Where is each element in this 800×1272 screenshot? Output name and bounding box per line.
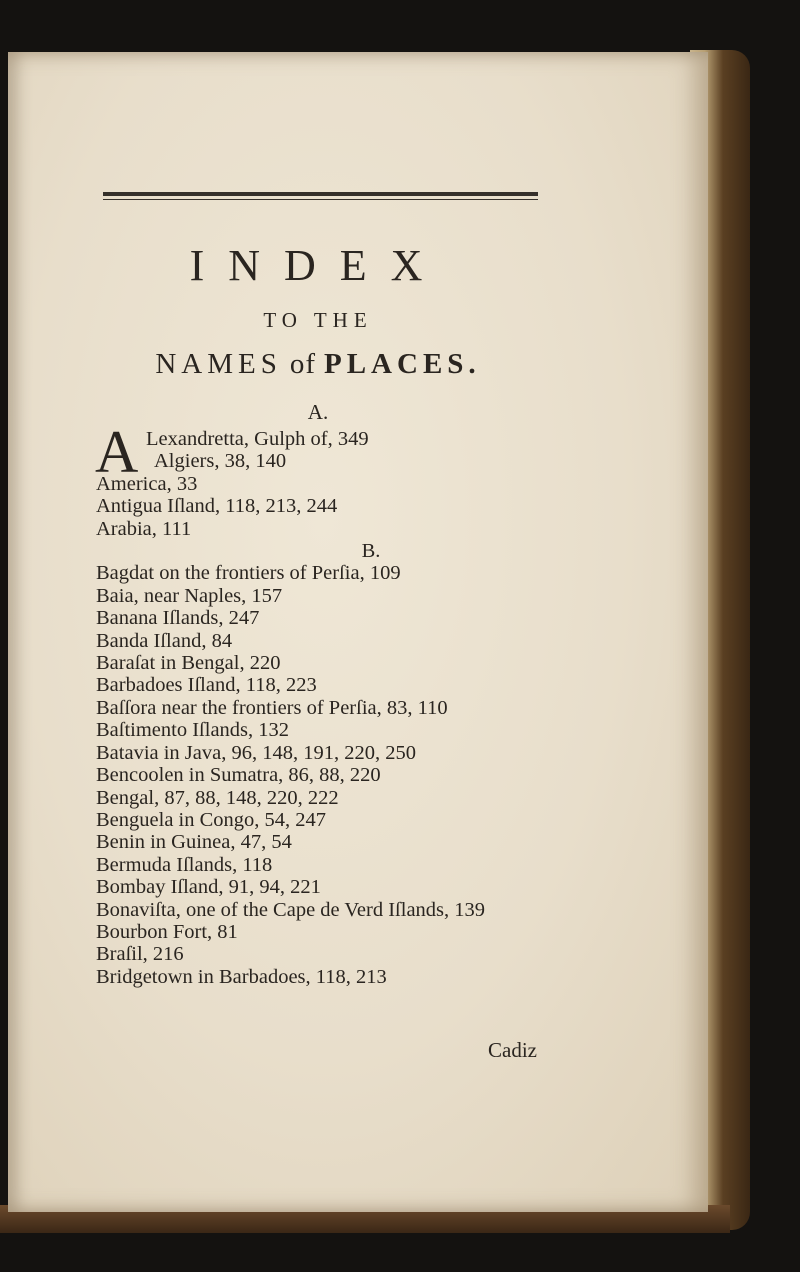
index-entry: Braſil, 216 bbox=[96, 943, 184, 966]
index-entry: Arabia, 111 bbox=[96, 517, 192, 540]
section-letter-a: A. bbox=[307, 400, 329, 424]
index-entry: Batavia in Java, 96, 148, 191, 220, 250 bbox=[96, 741, 416, 764]
index-entry: Bonaviſta, one of the Cape de Verd Iſlands, 139 bbox=[96, 898, 486, 921]
index-entry: Bombay Iſland, 91, 94, 221 bbox=[96, 876, 321, 899]
catchword: Cadiz bbox=[488, 1038, 537, 1062]
index-entry: Baſſora near the frontiers of Perſia, 83, 110 bbox=[96, 696, 448, 719]
index-entry: Banda Iſland, 84 bbox=[96, 629, 233, 652]
index-entry: Antigua Iſland, 118, 213, 244 bbox=[96, 495, 338, 518]
index-entry: Banana Iſlands, 247 bbox=[96, 607, 260, 630]
drop-cap-a: A bbox=[95, 419, 139, 485]
header-rule-thin bbox=[103, 199, 538, 200]
subtitle-names-of-places bbox=[8, 348, 628, 381]
subtitle-names: NAMES bbox=[155, 348, 282, 380]
index-title: INDEX bbox=[189, 241, 447, 290]
index-entry: Baia, near Naples, 157 bbox=[96, 584, 283, 607]
header-rule-thick bbox=[103, 192, 538, 196]
index-entry: Baraſat in Bengal, 220 bbox=[96, 652, 281, 675]
index-entry: Benin in Guinea, 47, 54 bbox=[96, 831, 292, 854]
index-entry: Bourbon Fort, 81 bbox=[96, 920, 238, 943]
index-entry: Bagdat on the frontiers of Perſia, 109 bbox=[96, 562, 401, 585]
section-letter-b: B. bbox=[361, 540, 381, 563]
index-page bbox=[8, 52, 708, 1212]
subtitle-of: of bbox=[289, 348, 316, 380]
index-entry: Algiers, 38, 140 bbox=[154, 450, 287, 473]
index-entry: Benguela in Congo, 54, 247 bbox=[96, 808, 327, 831]
index-entry: Bermuda Iſlands, 118 bbox=[96, 853, 273, 876]
index-entries bbox=[96, 428, 586, 988]
index-entry: Bencoolen in Sumatra, 86, 88, 220 bbox=[96, 764, 381, 787]
index-entry: Baſtimento Iſlands, 132 bbox=[96, 719, 290, 742]
subtitle-places: PLACES. bbox=[324, 348, 481, 380]
index-entry: Lexandretta, Gulph of, 349 bbox=[146, 428, 369, 450]
index-entry: America, 33 bbox=[96, 472, 198, 495]
index-entry: Barbadoes Iſland, 118, 223 bbox=[96, 674, 317, 697]
subtitle-to-the: TO THE bbox=[263, 308, 373, 332]
index-entry: Bengal, 87, 88, 148, 220, 222 bbox=[96, 786, 339, 809]
index-entry: Bridgetown in Barbadoes, 118, 213 bbox=[96, 965, 387, 988]
